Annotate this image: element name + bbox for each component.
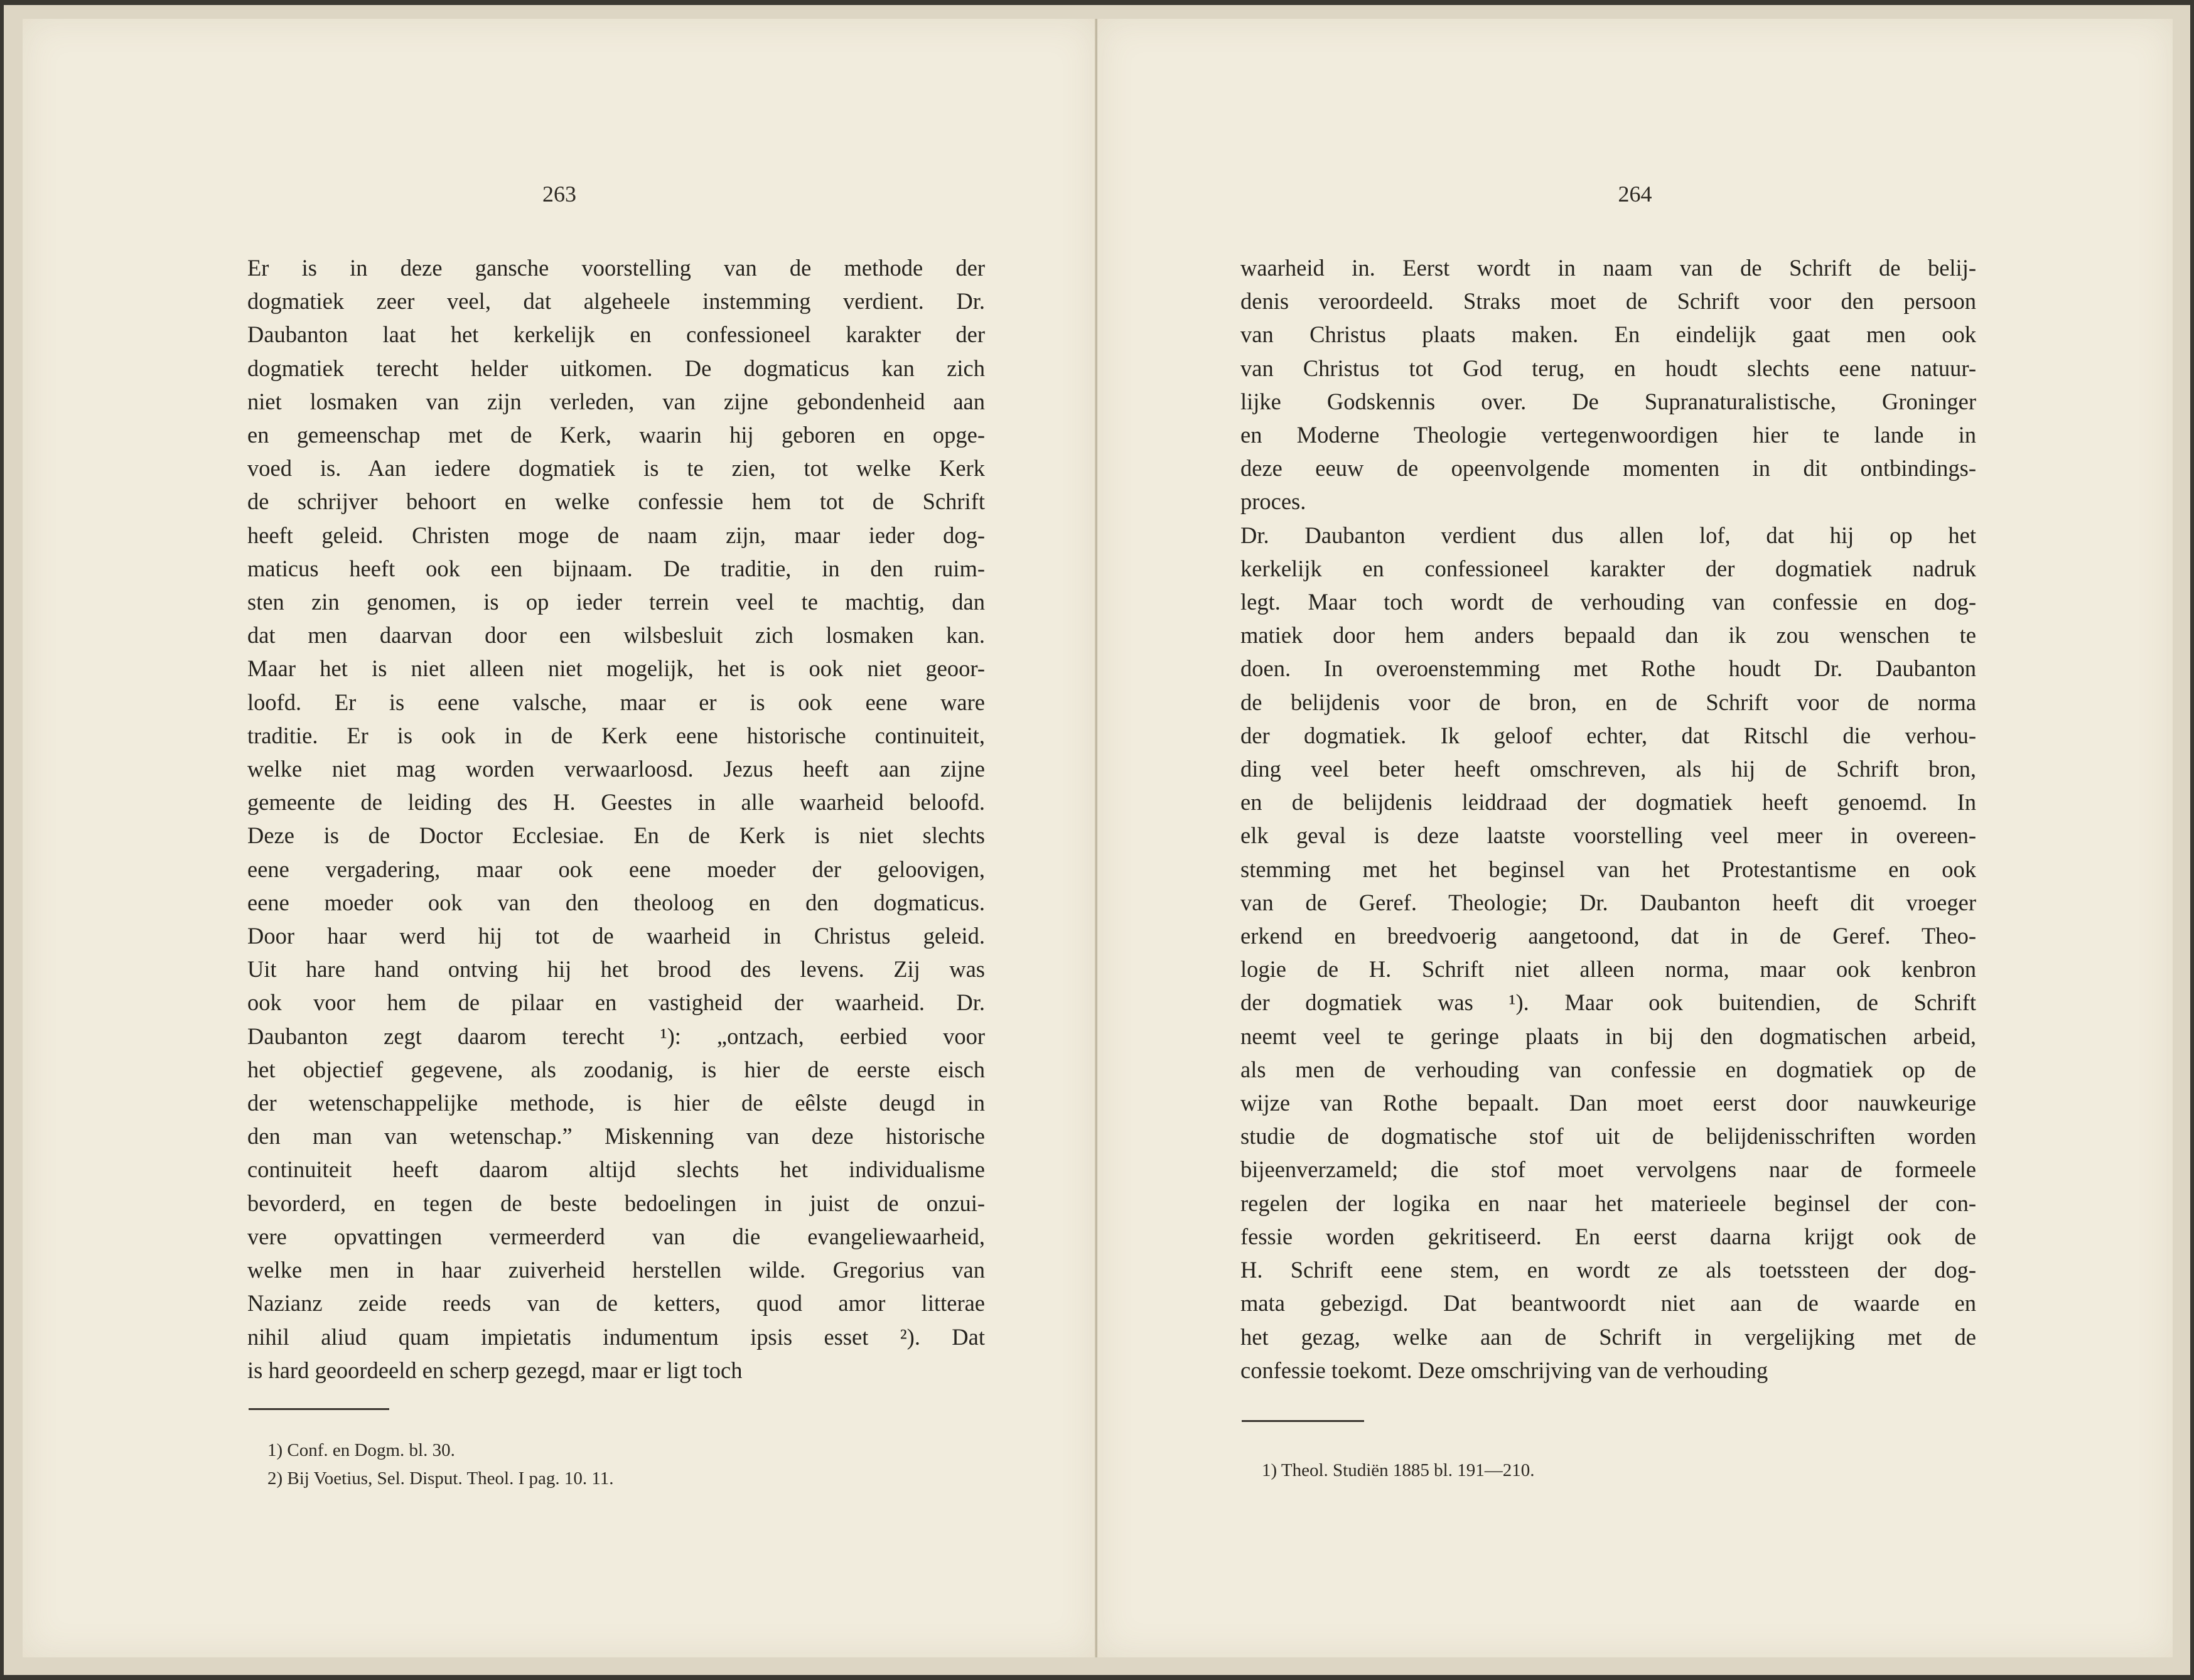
footnote-rule (249, 1408, 389, 1410)
text-line: Er is in deze gansche voorstelling van de methode der (247, 255, 985, 281)
right-page (1097, 19, 2173, 1657)
text-line: maticus heeft ook een bijnaam. De traditie, in den ruim- (247, 555, 985, 581)
text-line: ding veel beter heeft omschreven, als hij de Schrift bron, (1240, 756, 1976, 782)
text-line: dogmatiek terecht helder uitkomen. De dogmaticus kan zich (247, 355, 985, 381)
text-line: welke men in haar zuiverheid herstellen wilde. Gregorius van (247, 1257, 985, 1283)
text-line: waarheid in. Eerst wordt in naam van de Schrift de belij- (1240, 255, 1976, 281)
text-line: en gemeenschap met de Kerk, waarin hij geboren en opge- (247, 422, 985, 448)
text-line: fessie worden gekritiseerd. En eerst daarna krijgt ook de (1240, 1223, 1976, 1249)
page-number: 263 (542, 181, 576, 207)
text-line: kerkelijk en confessioneel karakter der dogmatiek nadruk (1240, 555, 1976, 581)
text-line: eene vergadering, maar ook eene moeder der geloovigen, (247, 856, 985, 882)
text-line: matiek door hem anders bepaald dan ik zou wenschen te (1240, 622, 1976, 649)
text-line: legt. Maar toch wordt de verhouding van confessie en dog- (1240, 589, 1976, 615)
text-line: der dogmatiek was ¹). Maar ook buitendien, de Schrift (1240, 989, 1976, 1016)
text-line: proces. (1240, 488, 1306, 515)
text-line: den man van wetenschap.” Miskenning van deze historische (247, 1123, 985, 1150)
text-line: en de belijdenis leiddraad der dogmatiek heeft genoemd. In (1240, 789, 1976, 816)
footnotes (1262, 1457, 1534, 1485)
text-line: elk geval is deze laatste voorstelling veel meer in overeen- (1240, 822, 1976, 849)
text-line: neemt veel te geringe plaats in bij den dogmatischen arbeid, (1240, 1023, 1976, 1049)
text-line: voed is. Aan iedere dogmatiek is te zien, tot welke Kerk (247, 455, 985, 482)
text-line: lijke Godskennis over. De Supranaturalistische, Groninger (1240, 388, 1976, 414)
text-line: dogmatiek zeer veel, dat algeheele instemming verdient. Dr. (247, 288, 985, 315)
footnotes (267, 1436, 614, 1493)
text-line: de belijdenis voor de bron, en de Schrift voor de norma (1240, 689, 1976, 715)
text-line: heeft geleid. Christen moge de naam zijn, maar ieder dog- (247, 522, 985, 548)
text-line: studie de dogmatische stof uit de belijdenisschriften worden (1240, 1123, 1976, 1150)
text-line: van Christus plaats maken. En eindelijk gaat men ook (1240, 321, 1976, 348)
footnote: 1) Conf. en Dogm. bl. 30. (267, 1440, 455, 1460)
text-line: Daubanton zegt daarom terecht ¹): „ontzach, eerbied voor (247, 1023, 985, 1049)
text-line: traditie. Er is ook in de Kerk eene historische continuiteit, (247, 722, 985, 748)
page-number: 264 (1618, 181, 1652, 207)
text-line: regelen der logika en naar het materieele beginsel der con- (1240, 1190, 1976, 1216)
text-line: niet losmaken van zijn verleden, van zijne gebondenheid aan (247, 388, 985, 414)
text-line: eene moeder ook van den theoloog en den dogmaticus. (247, 889, 985, 915)
text-line: gemeente de leiding des H. Geestes in alle waarheid beloofd. (247, 789, 985, 816)
text-line: der wetenschappelijke methode, is hier de eêlste deugd in (247, 1090, 985, 1116)
text-line: deze eeuw de opeenvolgende momenten in dit ontbindings- (1240, 455, 1976, 482)
text-line: het gezag, welke aan de Schrift in vergelijking met de (1240, 1323, 1976, 1350)
text-line: welke niet mag worden verwaarloosd. Jezus heeft aan zijne (247, 756, 985, 782)
text-line: en Moderne Theologie vertegenwoordigen hier te lande in (1240, 422, 1976, 448)
text-line: is hard geoordeeld en scherp gezegd, maar er ligt toch (247, 1357, 743, 1383)
text-line: Daubanton laat het kerkelijk en confessioneel karakter der (247, 321, 985, 348)
text-line: Uit hare hand ontving hij het brood des levens. Zij was (247, 956, 985, 983)
left-page (23, 19, 1096, 1657)
text-line: logie de H. Schrift niet alleen norma, maar ook kenbron (1240, 956, 1976, 983)
footnote: 2) Bij Voetius, Sel. Disput. Theol. I pag. 10. 11. (267, 1468, 614, 1489)
body-text (247, 251, 985, 1387)
text-line: als men de verhouding van confessie en dogmatiek op de (1240, 1056, 1976, 1082)
text-line: Maar het is niet alleen niet mogelijk, het is ook niet geoor- (247, 655, 985, 682)
body-text (1240, 251, 1976, 1387)
text-line: sten zin genomen, is op ieder terrein veel te machtig, dan (247, 589, 985, 615)
footnote: 1) Theol. Studiën 1885 bl. 191—210. (1262, 1460, 1535, 1480)
text-line: het objectief gegevene, als zoodanig, is hier de eerste eisch (247, 1056, 985, 1082)
text-line: de schrijver behoort en welke confessie hem tot de Schrift (247, 488, 985, 515)
text-line: ook voor hem de pilaar en vastigheid der waarheid. Dr. (247, 989, 985, 1016)
text-line: Nazianz zeide reeds van de ketters, quod amor litterae (247, 1290, 985, 1317)
text-line: mata gebezigd. Dat beantwoordt niet aan de waarde en (1240, 1290, 1976, 1317)
text-line: vere opvattingen vermeerderd van die evangeliewaarheid, (247, 1223, 985, 1249)
text-line: H. Schrift eene stem, en wordt ze als toetssteen der dog- (1240, 1257, 1976, 1283)
book-spread (4, 5, 2190, 1675)
text-line: erkend en breedvoerig aangetoond, dat in de Geref. Theo- (1240, 923, 1976, 949)
text-line: stemming met het beginsel van het Protestantisme en ook (1240, 856, 1976, 882)
text-line: denis veroordeeld. Straks moet de Schrift voor den persoon (1240, 288, 1976, 315)
text-line: van Christus tot God terug, en houdt slechts eene natuur- (1240, 355, 1976, 381)
text-line: Door haar werd hij tot de waarheid in Christus geleid. (247, 923, 985, 949)
text-line: continuiteit heeft daarom altijd slechts het individualisme (247, 1156, 985, 1183)
text-line: der dogmatiek. Ik geloof echter, dat Ritschl die verhou- (1240, 722, 1976, 748)
text-line: Dr. Daubanton verdient dus allen lof, dat hij op het (1240, 522, 1976, 548)
text-line: doen. In overoenstemming met Rothe houdt Dr. Daubanton (1240, 655, 1976, 682)
text-line: bijeenverzameld; die stof moet vervolgens naar de formeele (1240, 1156, 1976, 1183)
text-line: Deze is de Doctor Ecclesiae. En de Kerk is niet slechts (247, 822, 985, 849)
text-line: loofd. Er is eene valsche, maar er is ook eene ware (247, 689, 985, 715)
text-line: bevorderd, en tegen de beste bedoelingen in juist de onzui- (247, 1190, 985, 1216)
text-line: wijze van Rothe bepaalt. Dan moet eerst door nauwkeurige (1240, 1090, 1976, 1116)
text-line: confessie toekomt. Deze omschrijving van de verhouding (1240, 1357, 1768, 1383)
text-line: van de Geref. Theologie; Dr. Daubanton heeft dit vroeger (1240, 889, 1976, 915)
text-line: nihil aliud quam impietatis indumentum ipsis esset ²). Dat (247, 1323, 985, 1350)
footnote-rule (1242, 1420, 1364, 1422)
text-line: dat men daarvan door een wilsbesluit zich losmaken kan. (247, 622, 985, 649)
